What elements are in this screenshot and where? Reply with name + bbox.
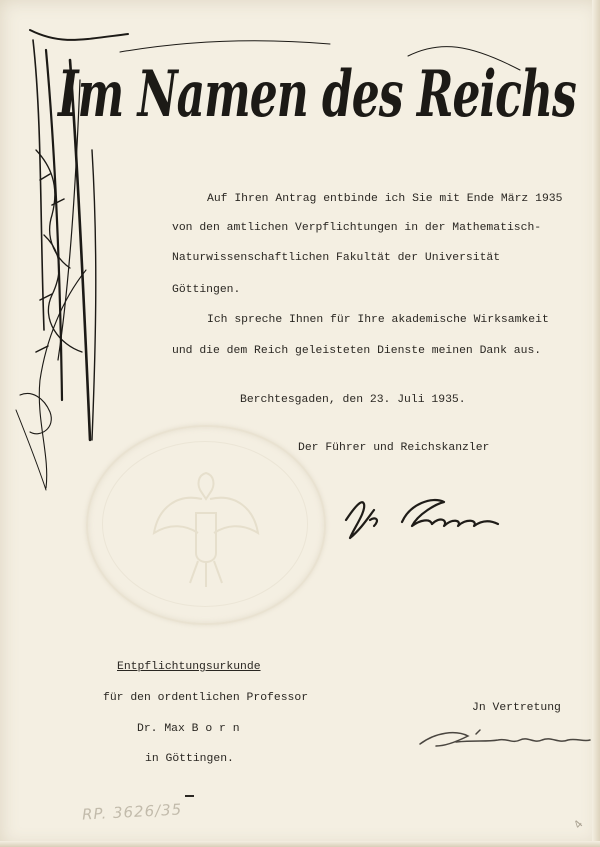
body-line-4: Göttingen. <box>172 284 241 296</box>
dash-mark <box>185 795 194 797</box>
footer-line-3: in Göttingen. <box>145 753 234 765</box>
footer-line-1: für den ordentlichen Professor <box>103 692 309 704</box>
footer-line-2: Dr. Max B o r n <box>137 723 240 735</box>
document-heading: Im Namen des Reichs <box>58 58 576 132</box>
corner-mark: 4 <box>571 817 586 832</box>
body-line-1: Auf Ihren Antrag entbinde ich Sie mit Ende März 1935 <box>207 193 563 205</box>
body-line-5: Ich spreche Ihnen für Ihre akademische Wirksamkeit <box>207 314 549 326</box>
place-date: Berchtesgaden, den 23. Juli 1935. <box>240 394 466 406</box>
body-line-3: Naturwissenschaftlichen Fakultät der Universität <box>172 252 501 264</box>
body-line-2: von den amtlichen Verpflichtungen in der Mathematisch- <box>172 222 542 234</box>
eagle-icon <box>146 453 266 593</box>
embossed-seal-icon <box>86 425 326 625</box>
signature-main-icon <box>340 490 510 550</box>
signatory-title: Der Führer und Reichskanzler <box>298 442 490 454</box>
archive-number: RP. 3626/35 <box>81 800 183 824</box>
body-line-6: und die dem Reich geleisteten Dienste meinen Dank aus. <box>172 345 542 357</box>
proxy-label: Jn Vertretung <box>472 702 561 714</box>
signature-proxy-icon <box>416 724 592 756</box>
certificate-title: Entpflichtungsurkunde <box>117 661 261 673</box>
